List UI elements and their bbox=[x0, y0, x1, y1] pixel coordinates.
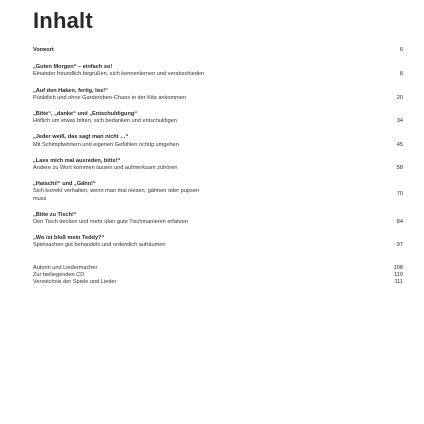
toc-entry-auf-den-haken[interactable] bbox=[33, 88, 403, 102]
toc-entry-bitte-danke[interactable] bbox=[33, 111, 403, 125]
toc-entry-lass-mich[interactable] bbox=[33, 158, 403, 172]
toc-appendix-page: 108 bbox=[393, 264, 403, 271]
toc-entry-page: 97 bbox=[396, 242, 403, 249]
toc-appendix-page: 111 bbox=[394, 279, 403, 286]
toc-appendix-item[interactable] bbox=[33, 279, 403, 286]
toc-appendix-item[interactable] bbox=[33, 272, 403, 279]
toc-entry-title: „Lass mich mal ausreden, bitte!“ bbox=[33, 157, 121, 164]
toc-entry-wo-ist-teddy[interactable] bbox=[33, 235, 403, 249]
toc-entry-title: „Bitte“, „danke“ und „Entschuldigung“ bbox=[33, 111, 138, 118]
toc-entry-page: 6 bbox=[399, 47, 403, 53]
toc-entry-subtitle: Höflich um etwas bitten, sich bedanken und entschuldigen bbox=[33, 118, 177, 125]
toc-entry-title: „Auf den Haken, fertig, los!“ bbox=[33, 87, 108, 94]
toc-entry-page: 20 bbox=[396, 94, 403, 101]
table-of-contents bbox=[33, 47, 403, 286]
toc-entry-guten-morgen[interactable] bbox=[33, 64, 403, 78]
toc-appendix-title: Verzeichnis der Spiele und Lieder bbox=[33, 279, 117, 286]
toc-entry-bitte-zu-tisch[interactable] bbox=[33, 212, 403, 226]
toc-entry-subtitle: Pünktlich und ohne Garderoben-Chaos in der Kita ankommen bbox=[33, 94, 186, 101]
toc-entry-page: 84 bbox=[396, 219, 403, 226]
toc-entry-jeder-weiss[interactable] bbox=[33, 134, 403, 148]
toc-entry-title: „Jeder weiß, das sagt man nicht …“ bbox=[33, 134, 129, 141]
toc-entry-title: „Bitte zu Tisch!“ bbox=[33, 211, 77, 218]
toc-entry-page: 58 bbox=[396, 165, 403, 172]
toc-entry-vorwort[interactable] bbox=[33, 47, 403, 54]
toc-entry-subtitle: Sich korrekt verhalten, wenn man mal niesen, gähnen oder pupsen muss bbox=[33, 188, 200, 202]
toc-appendix-page: 110 bbox=[394, 271, 403, 278]
toc-appendix-title: Autorin und Liedermacher bbox=[33, 264, 98, 271]
toc-entry-page: 45 bbox=[396, 141, 403, 148]
toc-entry-page: 34 bbox=[396, 118, 403, 125]
toc-appendix-item[interactable] bbox=[33, 265, 403, 272]
toc-entry-page: 70 bbox=[396, 191, 403, 198]
toc-appendix-title: Zur beiliegenden CD bbox=[33, 271, 85, 278]
toc-entry-hatschi[interactable] bbox=[33, 181, 403, 203]
toc-entry-title: „Wo ist bloß mein Teddy?“ bbox=[33, 235, 105, 242]
page-title: Inhalt bbox=[33, 8, 93, 33]
toc-entry-subtitle: Spielsachen gut behandeln und ordentlich aufräumen bbox=[33, 242, 166, 249]
toc-entry-title: „Guten Morgen“ – einfach so! bbox=[33, 64, 113, 71]
toc-entry-title: „Hatschi!“ und „Gähn!“ bbox=[33, 181, 96, 188]
toc-entry-subtitle: Einander freundlich begrüßen, sich kennenlernen und verabschieden bbox=[33, 71, 205, 78]
toc-entry-subtitle: Andere zu Wort kommen lassen und aufmerksam zuhören bbox=[33, 165, 178, 172]
toc-entry-page: 8 bbox=[399, 71, 403, 78]
toc-entry-subtitle: Den Tisch decken und mehr über gute Tischmanieren erfahren bbox=[33, 219, 189, 226]
toc-appendix bbox=[33, 265, 403, 287]
toc-entry-title: Vorwort bbox=[33, 47, 54, 53]
toc-entry-subtitle: Mit Schimpfwörtern und eigenen Gefühlen richtig umgehen bbox=[33, 141, 179, 148]
